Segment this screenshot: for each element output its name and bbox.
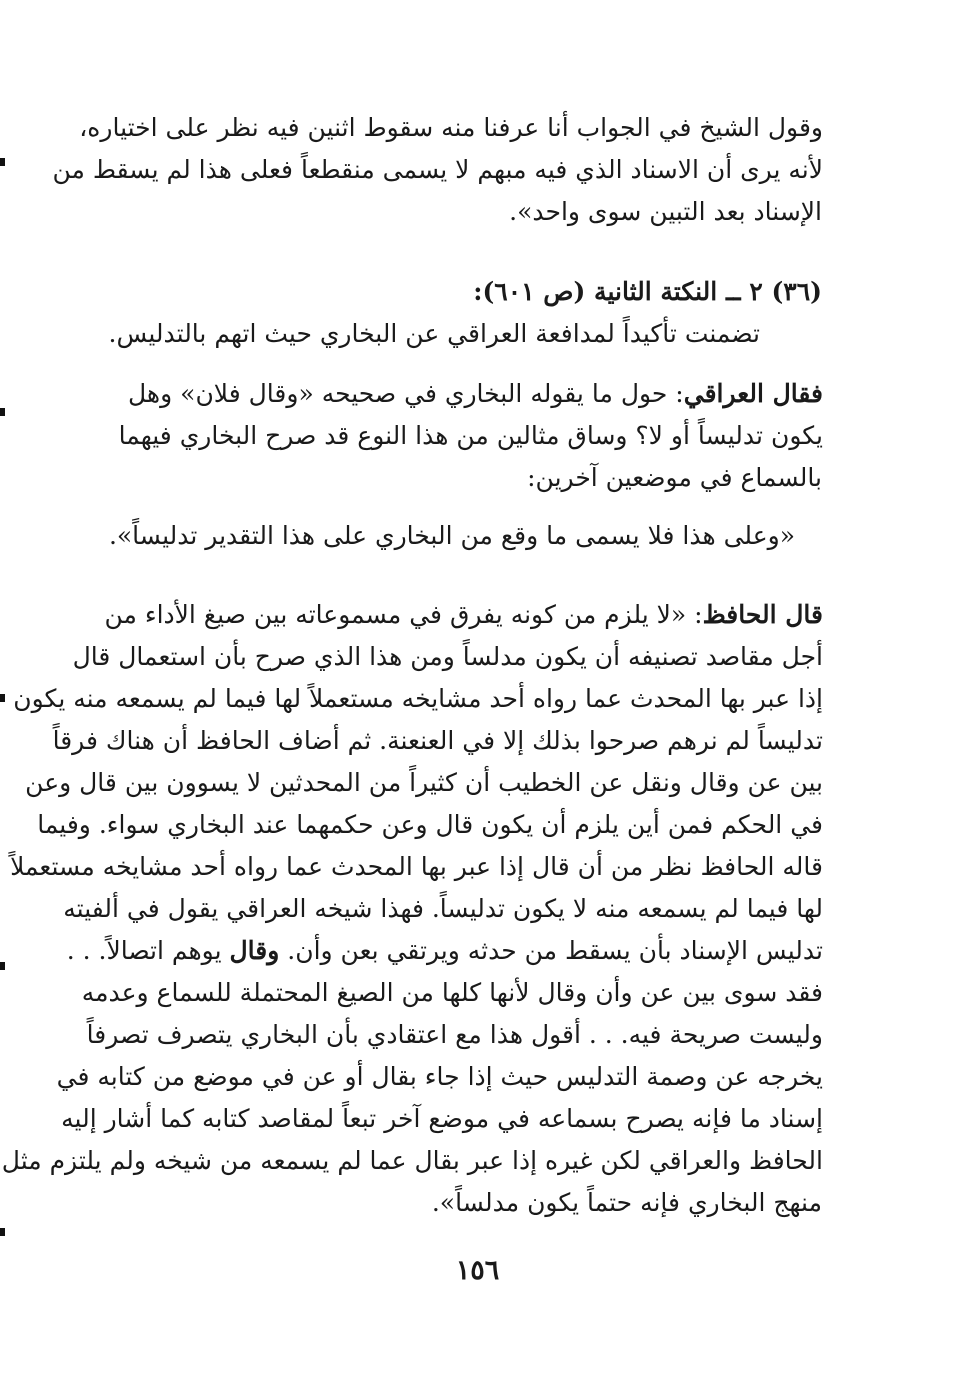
intro-line: تضمنت تأكيداً لمدافعة العراقي عن البخاري حيث اتهم بالتدليس.: [108, 319, 760, 348]
scan-edge-mark: [0, 408, 5, 416]
text-line: لها فيما لم يسمعه منه لا يكون تدليساً. فهذا شيخه العراقي يقول في ألفيته: [63, 894, 823, 923]
text-line: قاله الحافظ نظر من أن قال إذا عبر بها المحدث عما رواه أحد مشايخه مستعملاً: [10, 852, 823, 881]
scan-edge-mark: [0, 1228, 5, 1236]
hafiz-line-1: قال الحافظ: «لا يلزم من كونه يفرق في مسموعاته بين صيغ الأداء من: [104, 600, 823, 629]
page-number: ١٥٦: [455, 1255, 500, 1286]
text-line: يخرجه عن وصمة التدليس حيث إذا جاء بقال أو عن في موضع من كتابه في: [56, 1062, 823, 1091]
hafiz-line-10: تدليس الإسناد بأن يسقط من حدثه ويرتقي بعن وأن. وقال يوهم اتصالاً. . .: [66, 936, 823, 965]
text-line: وليست صريحة فيه. . . أقول هذا مع اعتقادي بأن البخاري يتصرف تصرفاً: [86, 1020, 823, 1049]
text-line: يكون تدليساً أو لا؟ وساق مثالين من هذا النوع قد صرح البخاري فيهما: [118, 421, 823, 450]
text-line: وقول الشيخ في الجواب أنا عرفنا منه سقوط اثنين فيه نظر على اختياره،: [79, 113, 823, 142]
text-line: بين عن وقال ونقل عن الخطيب أن كثيراً من المحدثين لا يسوون بين قال وعن: [25, 768, 823, 797]
text-line: فقد سوى بين عن وأن وقال لأنها كلها من الصيغ المحتملة للسماع وعدمه: [81, 978, 823, 1007]
iraqi-label: فقال العراقي: [683, 379, 823, 408]
text-line: الإسناد بعد التبين سوى واحد».: [509, 197, 822, 226]
text-line: لأنه يرى أن الاسناد الذي فيه مبهم لا يسمى منقطعاً فعلى هذا لم يسقط من: [52, 155, 823, 184]
scan-edge-mark: [0, 694, 5, 702]
text-line: إسناد ما فإنه يصرح بسماعه في موضع آخر تبعاً لمقاصد كتابه كما أشار إليه: [61, 1104, 823, 1133]
scan-edge-mark: [0, 962, 5, 970]
text-line: إذا عبر بها المحدث عما رواه أحد مشايخه مستعملاً لها فيما لم يسمعه منه يكون: [13, 684, 823, 713]
section-heading: (٣٦) ٢ ــ النكتة الثانية (ص ٦٠١):: [473, 277, 822, 306]
iraqi-line-1: فقال العراقي: حول ما يقوله البخاري في صحيحه «وقال فلان» وهل: [128, 379, 823, 408]
text-line: الحافظ والعراقي لكن غيره إذا عبر بقال عما لم يسمعه من شيخه ولم يلتزم مثل: [1, 1146, 823, 1175]
text-line: أجل مقاصد تصنيفه أن يكون مدلساً ومن هذا الذي صرح بأن استعمال قال: [72, 642, 823, 671]
hafiz-label: قال الحافظ: [702, 600, 823, 629]
quote-line: «وعلى هذا فلا يسمى ما وقع من البخاري على هذا التقدير تدليساً».: [108, 521, 795, 550]
text-line: تدليساً لم نرهم صرحوا بذلك إلا في العنعنة. ثم أضاف الحافظ أن هناك فرقاً: [52, 726, 823, 755]
text-line: في الحكم فمن أين يلزم أن يكون قال وعن حكمهما عند البخاري سواء. وفيما: [37, 810, 823, 839]
text-line: منهج البخاري فإنه حتماً يكون مدلساً».: [431, 1188, 822, 1217]
scan-edge-mark: [0, 158, 5, 166]
text-line: بالسماع في موضعين آخرين:: [527, 463, 822, 492]
